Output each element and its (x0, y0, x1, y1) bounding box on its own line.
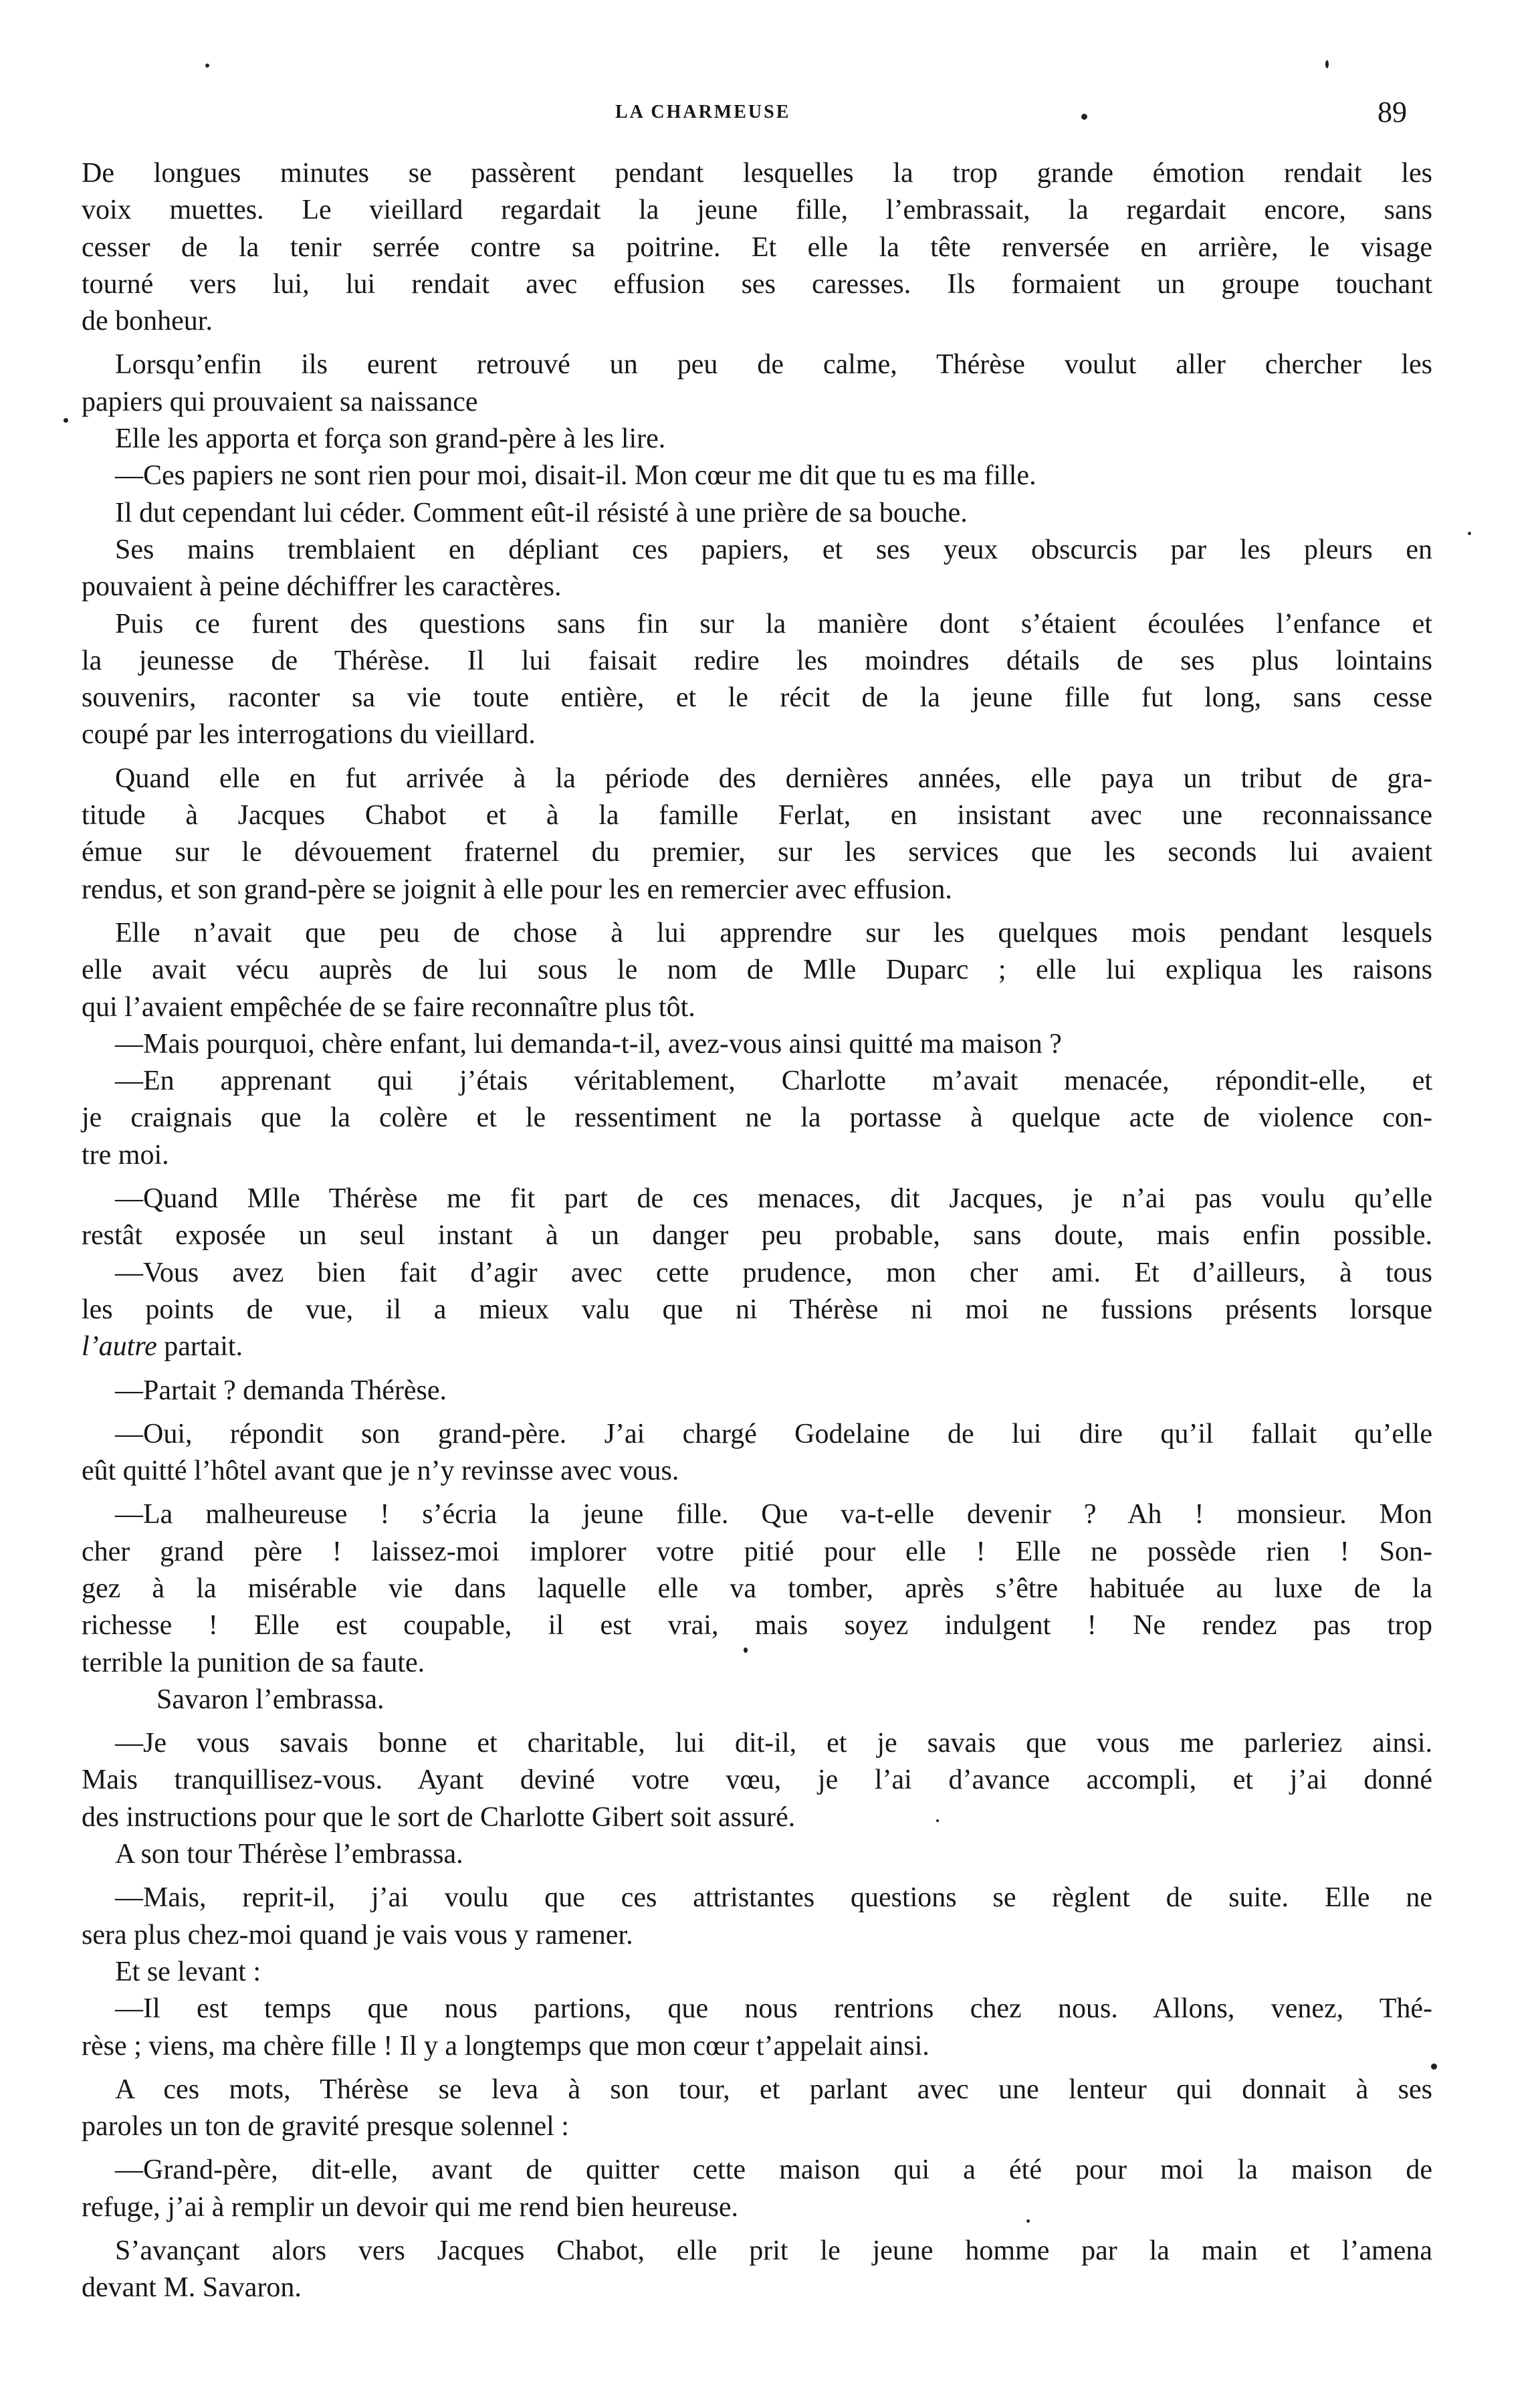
text-line: titude à Jacques Chabot et à la famille Ferlat, en insistant avec une reconnaissance (82, 800, 1432, 831)
text-line: souvenirs, raconter sa vie toute entière, et le récit de la jeune fille fut long, sans cesse (82, 682, 1432, 714)
text-line: terrible la punition de sa faute. (82, 1647, 425, 1678)
text-line: —En apprenant qui j’étais véritablement, Charlotte m’avait menacée, répondit-elle, et (115, 1066, 1432, 1097)
text-line: coupé par les interrogations du vieillard. (82, 719, 536, 750)
text-line: Quand elle en fut arrivée à la période des dernières années, elle paya un tribut de gra- (115, 763, 1432, 794)
text-line: Elle les apporta et força son grand-père à les lire. (115, 423, 666, 455)
text-line: les points de vue, il a mieux valu que ni Thérèse ni moi ne fussions présents lorsque (82, 1294, 1432, 1325)
ink-speck (1325, 60, 1329, 68)
page-number: 89 (1378, 96, 1407, 128)
text-line: —Vous avez bien fait d’agir avec cette prudence, mon cher ami. Et d’ailleurs, à tous (115, 1257, 1432, 1288)
text-line: Mais tranquillisez-vous. Ayant deviné votre vœu, je l’ai d’avance accompli, et j’ai donné (82, 1765, 1432, 1796)
text-line: des instructions pour que le sort de Charlotte Gibert soit assuré. (82, 1801, 796, 1833)
text-line: elle avait vécu auprès de lui sous le nom de Mlle Duparc ; elle lui expliqua les raisons (82, 955, 1432, 986)
text-line: de bonheur. (82, 306, 213, 337)
text-line: tourné vers lui, lui rendait avec effusion ses caresses. Ils formaient un groupe touchant (82, 268, 1432, 300)
italic-word: l’autre (82, 1331, 157, 1363)
text-line: sera plus chez-moi quand je vais vous y ramener. (82, 1919, 633, 1950)
text-line: eût quitté l’hôtel avant que je n’y revinsse avec vous. (82, 1456, 679, 1487)
text-line: cesser de la tenir serrée contre sa poitrine. Et elle la tête renversée en arrière, le visage (82, 231, 1432, 263)
text-line: —Oui, répondit son grand-père. J’ai chargé Godelaine de lui dire qu’il fallait qu’elle (115, 1418, 1432, 1449)
text-line: Savaron l’embrassa. (156, 1684, 385, 1715)
text-line: Ses mains tremblaient en dépliant ces papiers, et ses yeux obscurcis par les pleurs en (115, 534, 1432, 565)
text-line: A son tour Thérèse l’embrassa. (115, 1839, 463, 1870)
text-line: devant M. Savaron. (82, 2272, 302, 2304)
ink-speck (936, 1819, 939, 1822)
text-line: Il dut cependant lui céder. Comment eût-il résisté à une prière de sa bouche. (115, 497, 968, 528)
text-line: pouvaient à peine déchiffrer les caractères. (82, 571, 562, 603)
text-line: émue sur le dévouement fraternel du premier, sur les services que les seconds lui avaient (82, 837, 1432, 868)
text-line: je craignais que la colère et le ressentiment ne la portasse à quelque acte de violence con- (82, 1102, 1432, 1134)
text-line: gez à la misérable vie dans laquelle elle va tomber, après s’être habituée au luxe de la (82, 1573, 1432, 1604)
ink-speck (744, 1647, 748, 1653)
text-line: —Quand Mlle Thérèse me fit part de ces menaces, dit Jacques, je n’ai pas voulu qu’elle (115, 1183, 1432, 1215)
ink-speck (205, 64, 209, 68)
text-line: papiers qui prouvaient sa naissance (82, 386, 478, 417)
text-line: De longues minutes se passèrent pendant lesquelles la trop grande émotion rendait les (82, 158, 1432, 189)
text-line (82, 1328, 1432, 1365)
text-line: —Ces papiers ne sont rien pour moi, disait-il. Mon cœur me dit que tu es ma fille. (115, 460, 1036, 492)
text-line: qui l’avaient empêchée de se faire reconnaître plus tôt. (82, 991, 695, 1023)
text-line: rendus, et son grand-père se joignit à elle pour les en remercier avec effusion. (82, 874, 952, 905)
text-line: richesse ! Elle est coupable, il est vrai, mais soyez indulgent ! Ne rendez pas trop (82, 1610, 1432, 1641)
text-line: tre moi. (82, 1139, 169, 1171)
body-text (82, 155, 1432, 2307)
ink-speck (1081, 114, 1087, 120)
text-line: —Mais pourquoi, chère enfant, lui demanda-t-il, avez-vous ainsi quitté ma maison ? (115, 1028, 1062, 1060)
ink-speck (1468, 532, 1471, 535)
text-line: S’avançant alors vers Jacques Chabot, elle prit le jeune homme par la main et l’amena (115, 2235, 1432, 2267)
text-line: —Mais, reprit-il, j’ai voulu que ces attristantes questions se règlent de suite. Elle ne (115, 1882, 1432, 1914)
text-line: —Partait ? demanda Thérèse. (115, 1375, 447, 1406)
running-title: LA CHARMEUSE (615, 102, 791, 122)
text-fragment: partait. (164, 1331, 243, 1363)
text-line: rèse ; viens, ma chère fille ! Il y a longtemps que mon cœur t’appelait ainsi. (82, 2030, 929, 2062)
text-line: Puis ce furent des questions sans fin sur la manière dont s’étaient écoulées l’enfance et (115, 608, 1432, 639)
text-line: Lorsqu’enfin ils eurent retrouvé un peu de calme, Thérèse voulut aller chercher les (115, 349, 1432, 381)
text-line: —Grand-père, dit-elle, avant de quitter cette maison qui a été pour moi la maison de (115, 2154, 1432, 2186)
text-line: —Je vous savais bonne et charitable, lui dit-il, et je savais que vous me parleriez ainsi. (115, 1728, 1432, 1759)
text-line: A ces mots, Thérèse se leva à son tour, et parlant avec une lenteur qui donnait à ses (115, 2074, 1432, 2105)
page-header (0, 95, 1536, 135)
text-line: la jeunesse de Thérèse. Il lui faisait redire les moindres détails de ses plus lointains (82, 645, 1432, 676)
text-line: Et se levant : (115, 1956, 261, 1987)
text-line: refuge, j’ai à remplir un devoir qui me rend bien heureuse. (82, 2191, 738, 2223)
text-line: cher grand père ! laissez-moi implorer votre pitié pour elle ! Elle ne possède rien ! Son- (82, 1536, 1432, 1567)
text-line: —La malheureuse ! s’écria la jeune fille. Que va-t-elle devenir ? Ah ! monsieur. Mon (115, 1499, 1432, 1530)
ink-speck (64, 418, 68, 423)
text-line: paroles un ton de gravité presque solennel : (82, 2111, 569, 2142)
text-line: restât exposée un seul instant à un danger peu probable, sans doute, mais enfin possible. (82, 1220, 1432, 1251)
text-line: —Il est temps que nous partions, que nous rentrions chez nous. Allons, venez, Thé- (115, 1993, 1432, 2025)
text-line: voix muettes. Le vieillard regardait la jeune fille, l’embrassait, la regardait encore, sans (82, 195, 1432, 226)
text-line: Elle n’avait que peu de chose à lui apprendre sur les quelques mois pendant lesquels (115, 917, 1432, 948)
ink-speck (1431, 2064, 1437, 2070)
ink-speck (1026, 2219, 1030, 2223)
